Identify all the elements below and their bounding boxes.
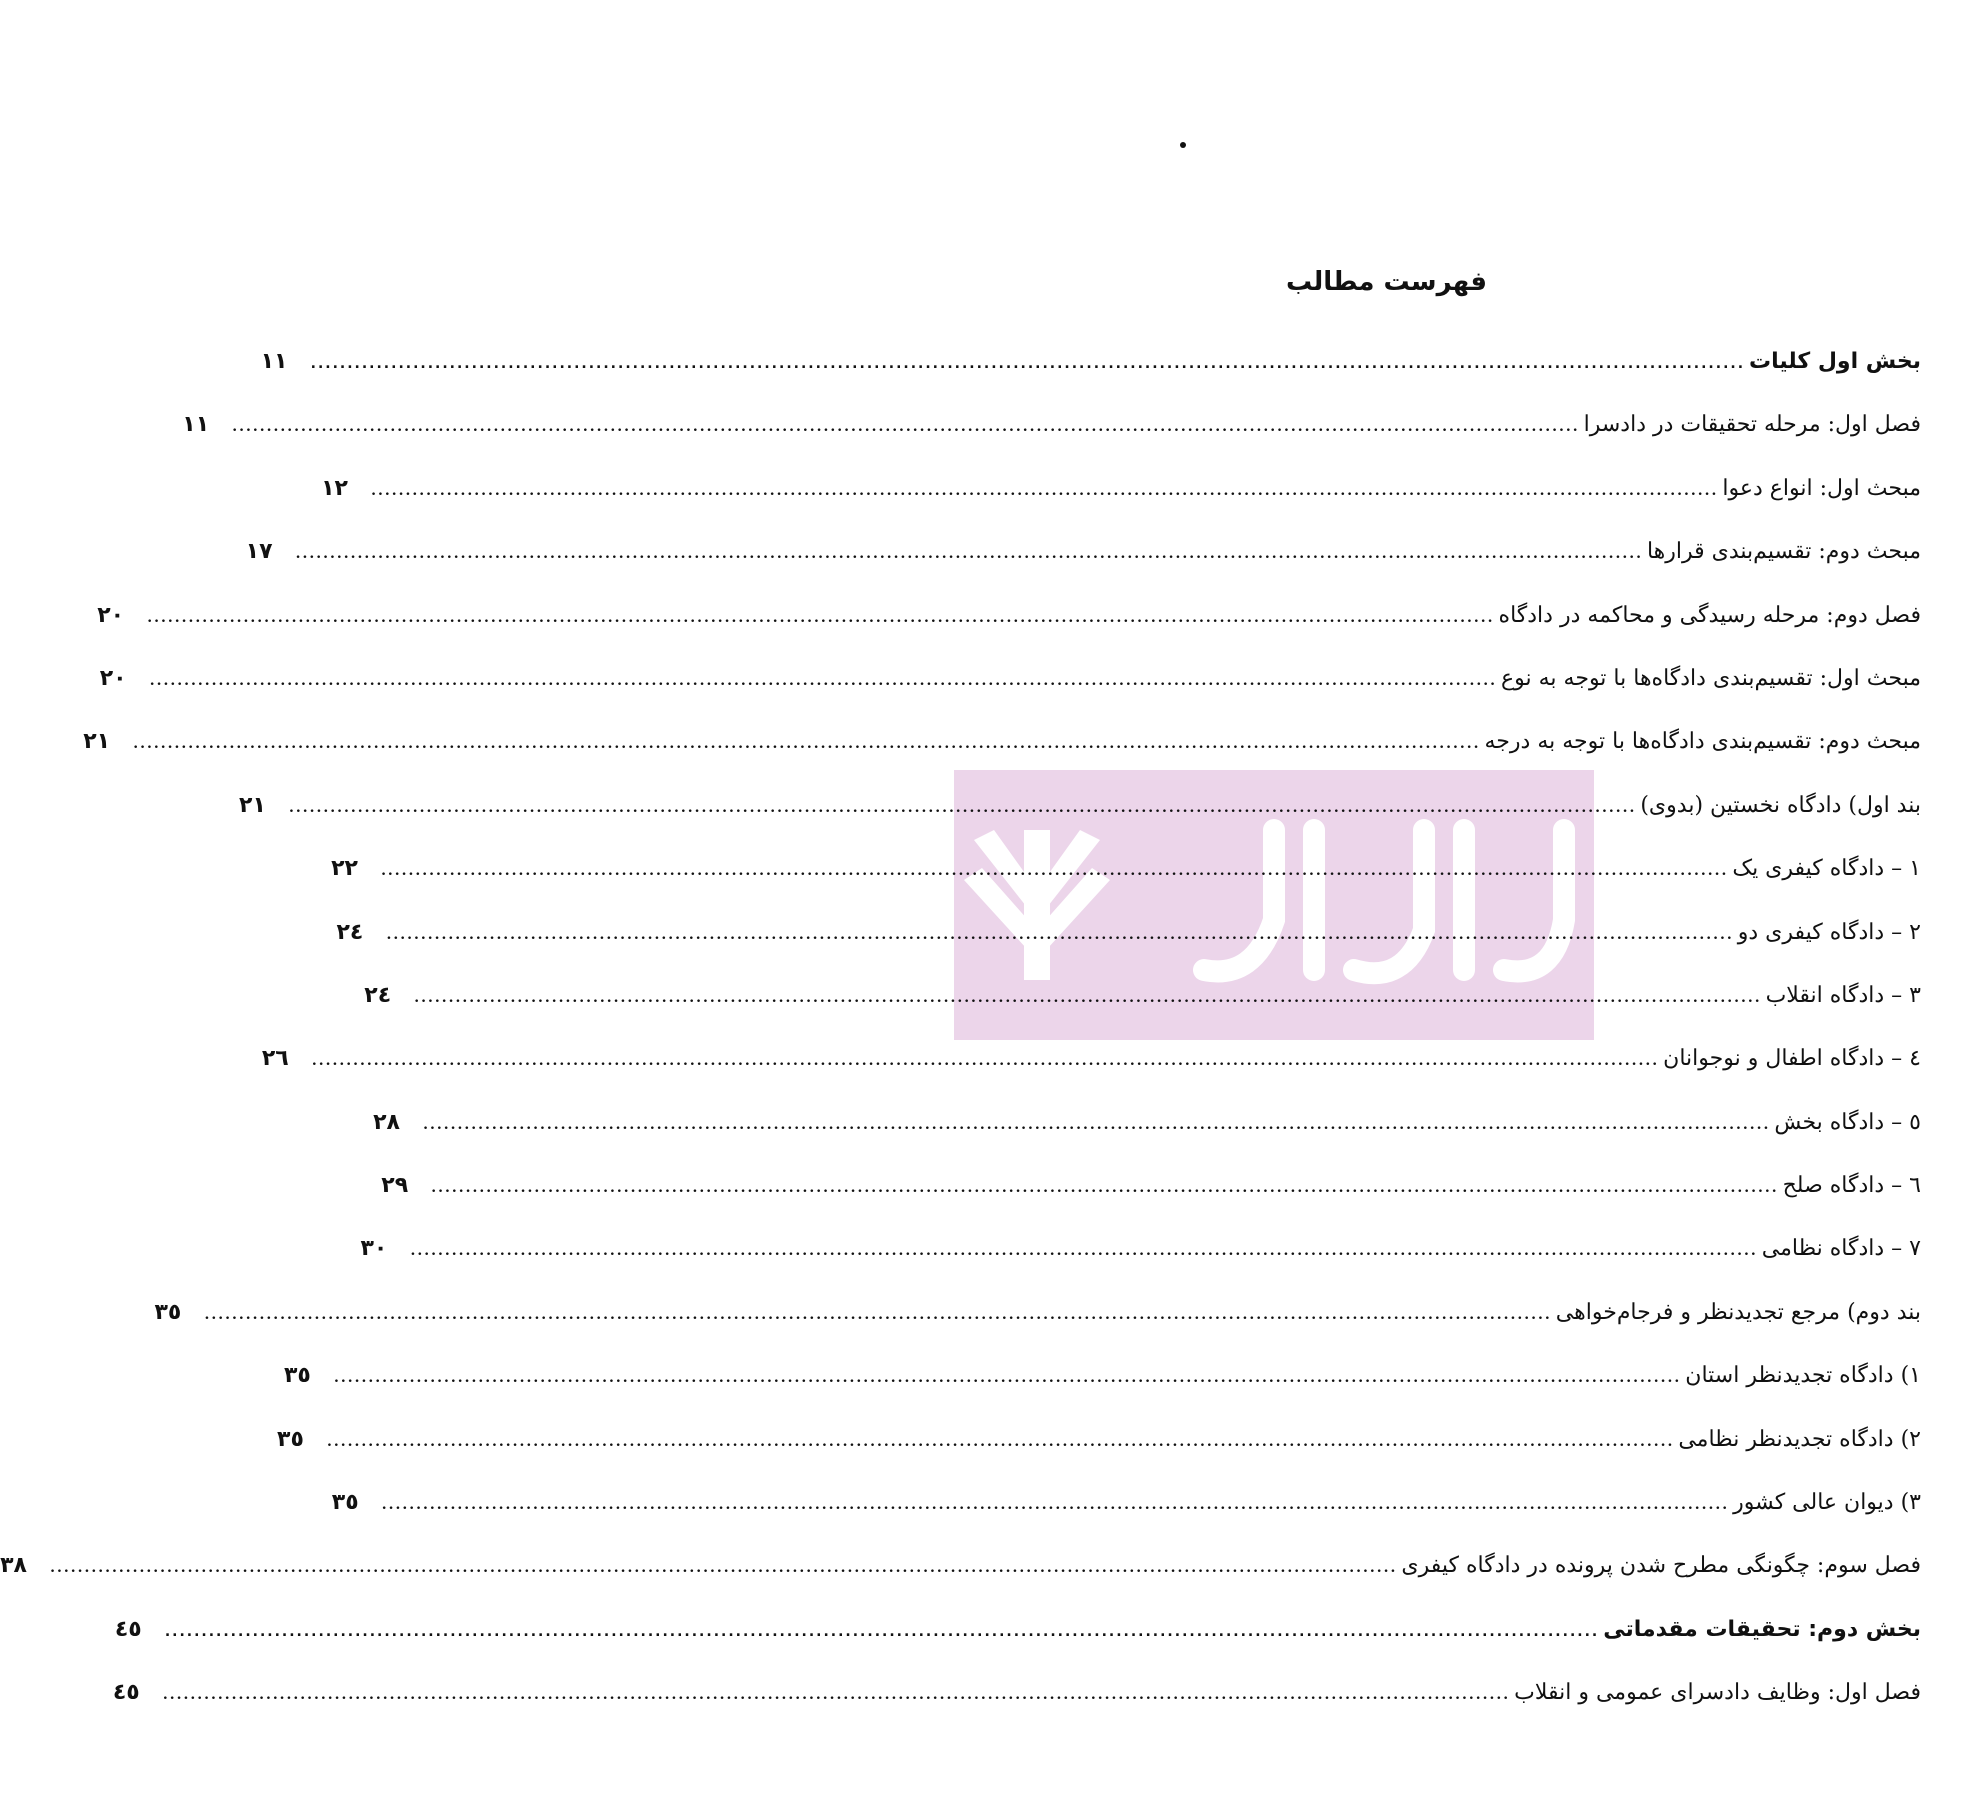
toc-page-number: ۳۰ bbox=[360, 1236, 388, 1262]
toc-page-number: ۱۲ bbox=[321, 475, 348, 501]
toc-entry bbox=[154, 1281, 1921, 1344]
toc-entry-title: بخش دوم: تحقیقات مقدماتی bbox=[1603, 1616, 1921, 1642]
toc-page-number: ٤٥ bbox=[112, 1680, 140, 1706]
toc-dot-leader: .................................................................................................................................................................................................... bbox=[289, 799, 1637, 816]
toc-page-number: ۱۷ bbox=[245, 539, 273, 565]
toc-part-heading bbox=[114, 1598, 1921, 1661]
toc-entry bbox=[112, 1661, 1921, 1724]
toc-entry bbox=[239, 774, 1921, 837]
toc-dot-leader: .................................................................................................................................................................................................... bbox=[371, 482, 1719, 499]
toc-entry-title: فصل اول: وظایف دادسرای عمومی و انقلاب bbox=[1514, 1680, 1921, 1706]
toc-entry bbox=[277, 1408, 1921, 1471]
toc-entry bbox=[364, 964, 1921, 1027]
toc-dot-leader: .................................................................................................................................................................................................... bbox=[162, 1687, 1511, 1704]
toc-entry-title: ۳) دیوان عالی کشور bbox=[1733, 1490, 1921, 1516]
toc-dot-leader: .................................................................................................................................................................................................... bbox=[414, 989, 1762, 1006]
toc-entry-title: ۷ – دادگاه نظامی bbox=[1761, 1236, 1921, 1262]
toc-dot-leader: .................................................................................................................................................................................................... bbox=[50, 1560, 1398, 1577]
toc-page-number: ۲۱ bbox=[83, 729, 111, 755]
toc-entry bbox=[245, 520, 1921, 583]
toc-page-number: ۲۲ bbox=[331, 856, 358, 882]
toc-entry-title: مبحث اول: تقسیم‌بندی دادگاه‌ها با توجه به نوع bbox=[1501, 665, 1921, 691]
toc-page-number: ۱۱ bbox=[182, 412, 210, 438]
toc-page-number: ٤٥ bbox=[114, 1616, 142, 1642]
toc-entry bbox=[182, 393, 1921, 456]
toc-page-number: ۳۸ bbox=[0, 1553, 27, 1579]
toc-dot-leader: .................................................................................................................................................................................................... bbox=[147, 609, 1495, 626]
page-title: فهرست مطالب bbox=[1286, 267, 1487, 298]
toc-page-number: ۳٥ bbox=[154, 1299, 182, 1325]
table-of-contents bbox=[0, 330, 1921, 1725]
toc-dot-leader: .................................................................................................................................................................................................... bbox=[149, 672, 1498, 689]
toc-entry bbox=[336, 901, 1921, 964]
toc-entry bbox=[321, 457, 1921, 520]
toc-page-number: ۲۰ bbox=[97, 602, 125, 628]
toc-page-number: ۲٦ bbox=[261, 1046, 289, 1072]
toc-entry-title: فصل سوم: چگونگی مطرح شدن پرونده در دادگاه کیفری bbox=[1401, 1553, 1921, 1579]
toc-dot-leader: .................................................................................................................................................................................................... bbox=[311, 1053, 1660, 1070]
toc-entry bbox=[83, 710, 1921, 773]
toc-dot-leader: .................................................................................................................................................................................................... bbox=[327, 1433, 1675, 1450]
toc-dot-leader: .................................................................................................................................................................................................... bbox=[381, 1497, 1730, 1514]
toc-dot-leader: .................................................................................................................................................................................................... bbox=[423, 1116, 1771, 1133]
toc-dot-leader: .................................................................................................................................................................................................... bbox=[295, 546, 1643, 563]
stray-dot-mark bbox=[1180, 142, 1186, 148]
toc-entry-title: ۱) دادگاه تجدیدنظر استان bbox=[1685, 1363, 1921, 1389]
toc-dot-leader: .................................................................................................................................................................................................... bbox=[386, 926, 1734, 943]
toc-page-number: ۳٥ bbox=[277, 1426, 304, 1452]
toc-entry bbox=[283, 1344, 1921, 1407]
toc-dot-leader: .................................................................................................................................................................................................... bbox=[133, 736, 1481, 753]
toc-page-number: ۲٤ bbox=[336, 919, 364, 945]
toc-dot-leader: .................................................................................................................................................................................................... bbox=[381, 863, 1729, 880]
toc-dot-leader: .................................................................................................................................................................................................... bbox=[410, 1243, 1758, 1260]
toc-entry-title: بخش اول کلیات bbox=[1749, 349, 1921, 374]
toc-dot-leader: .................................................................................................................................................................................................... bbox=[204, 1306, 1552, 1323]
toc-entry bbox=[360, 1217, 1921, 1280]
toc-entry-title: مبحث دوم: تقسیم‌بندی دادگاه‌ها با توجه به درجه bbox=[1484, 729, 1921, 755]
toc-page-number: ۲۹ bbox=[381, 1173, 409, 1199]
toc-dot-leader: .................................................................................................................................................................................................... bbox=[232, 419, 1580, 436]
toc-dot-leader: .................................................................................................................................................................................................... bbox=[310, 356, 1746, 372]
toc-entry-title: مبحث اول: انواع دعوا bbox=[1722, 475, 1921, 501]
toc-dot-leader: .................................................................................................................................................................................................... bbox=[164, 1623, 1600, 1640]
toc-entry-title: ۲) دادگاه تجدیدنظر نظامی bbox=[1678, 1426, 1921, 1452]
toc-page-number: ۱۱ bbox=[260, 349, 288, 374]
toc-entry-title: فصل اول: مرحله تحقیقات در دادسرا bbox=[1583, 412, 1921, 438]
toc-entry bbox=[97, 584, 1921, 647]
toc-entry-title: بند اول) دادگاه نخستین (بدوی) bbox=[1640, 792, 1921, 818]
toc-dot-leader: .................................................................................................................................................................................................... bbox=[333, 1370, 1682, 1387]
toc-part-heading bbox=[260, 330, 1921, 393]
toc-entry bbox=[261, 1027, 1921, 1090]
toc-entry-title: مبحث دوم: تقسیم‌بندی قرارها bbox=[1646, 539, 1921, 565]
toc-page-number: ۳٥ bbox=[283, 1363, 311, 1389]
toc-entry-title: بند دوم) مرجع تجدیدنظر و فرجام‌خواهی bbox=[1555, 1299, 1921, 1325]
toc-entry bbox=[381, 1154, 1921, 1217]
toc-entry bbox=[331, 837, 1921, 900]
toc-dot-leader: .................................................................................................................................................................................................... bbox=[431, 1180, 1779, 1197]
toc-page-number: ۲٤ bbox=[364, 982, 392, 1008]
toc-page-number: ۳٥ bbox=[331, 1490, 359, 1516]
toc-entry-title: ۱ – دادگاه کیفری یک bbox=[1732, 856, 1921, 882]
toc-entry-title: ٤ – دادگاه اطفال و نوجوانان bbox=[1663, 1046, 1921, 1072]
toc-entry-title: ٥ – دادگاه بخش bbox=[1774, 1109, 1921, 1135]
toc-entry bbox=[331, 1471, 1921, 1534]
toc-page-number: ۲۰ bbox=[99, 665, 127, 691]
toc-entry bbox=[373, 1091, 1921, 1154]
toc-entry-title: ۳ – دادگاه انقلاب bbox=[1765, 982, 1921, 1008]
toc-entry-title: ۲ – دادگاه کیفری دو bbox=[1737, 919, 1921, 945]
toc-entry bbox=[0, 1534, 1921, 1597]
toc-page-number: ۲۸ bbox=[373, 1109, 400, 1135]
toc-entry-title: فصل دوم: مرحله رسیدگی و محاکمه در دادگاه bbox=[1498, 602, 1921, 628]
toc-entry-title: ٦ – دادگاه صلح bbox=[1782, 1173, 1921, 1199]
toc-page-number: ۲۱ bbox=[239, 792, 266, 818]
toc-entry bbox=[99, 647, 1921, 710]
